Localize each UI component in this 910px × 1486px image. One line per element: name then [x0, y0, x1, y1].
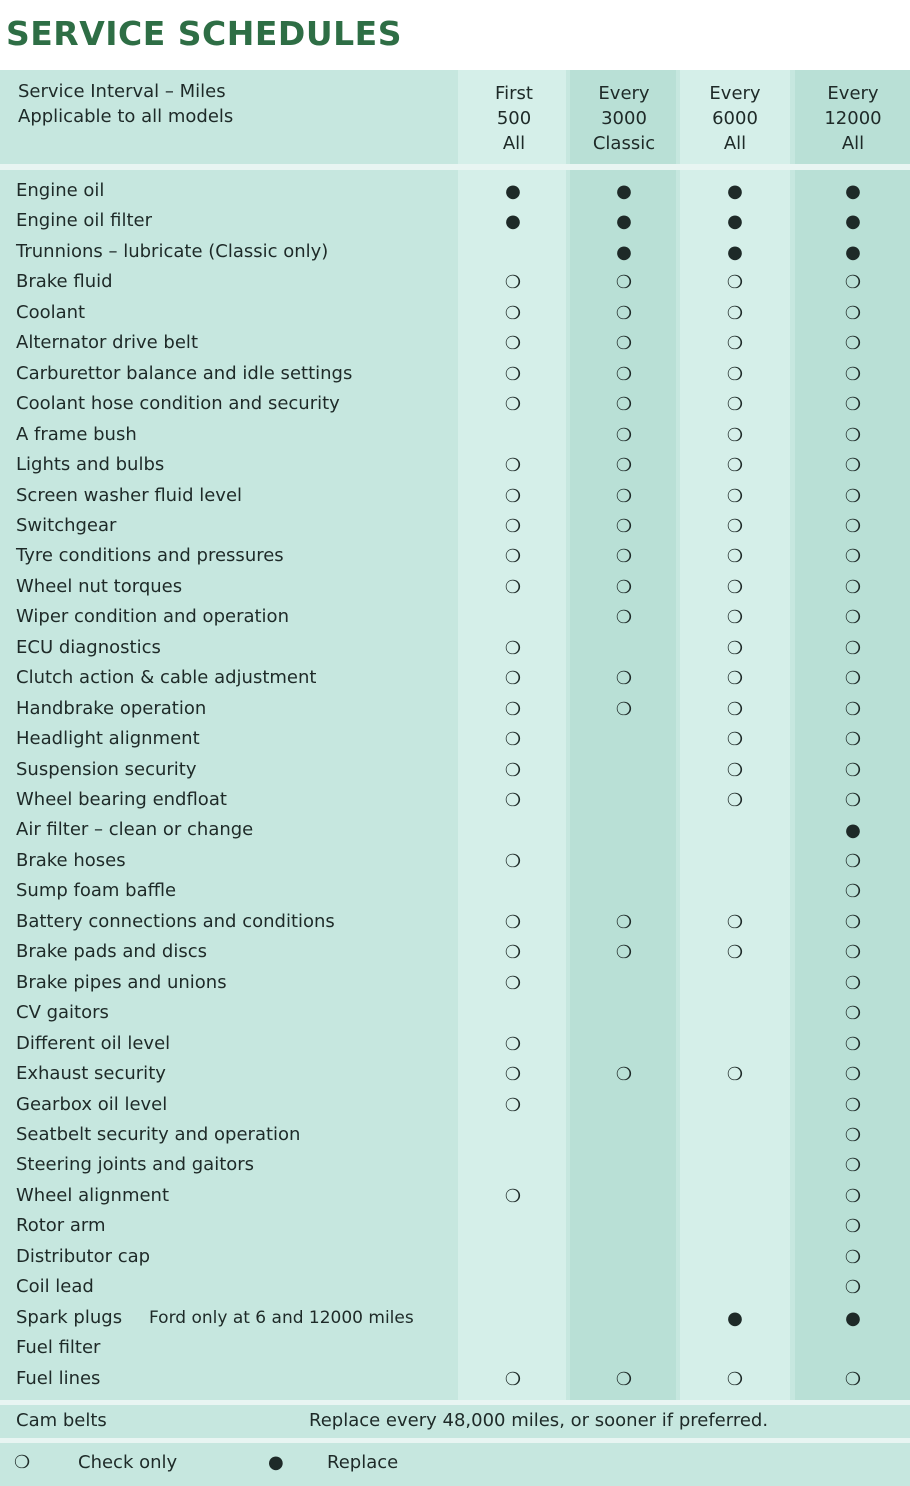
column-header-every-6000 — [680, 81, 790, 156]
column-header-line: First — [495, 83, 533, 104]
check-only-icon: ❍ — [726, 577, 744, 598]
check-only-icon: ❍ — [844, 851, 862, 872]
check-only-icon: ❍ — [844, 1277, 862, 1298]
row-label: Different oil level — [16, 1033, 171, 1054]
check-only-icon: ❍ — [844, 303, 862, 324]
check-only-icon: ❍ — [615, 364, 633, 385]
check-only-icon: ❍ — [844, 912, 862, 933]
check-only-icon: ❍ — [504, 942, 522, 963]
row-label: Gearbox oil level — [16, 1094, 168, 1115]
check-only-icon: ❍ — [726, 729, 744, 750]
check-only-icon: ❍ — [844, 486, 862, 507]
column-header-line: Every — [598, 83, 650, 104]
replace-icon: ● — [845, 181, 861, 202]
row-label: Brake pipes and unions — [16, 972, 227, 993]
check-only-icon: ❍ — [504, 546, 522, 567]
check-only-icon: ❍ — [504, 912, 522, 933]
row-label: Suspension security — [16, 759, 197, 780]
check-only-icon: ❍ — [504, 729, 522, 750]
row-label: Wheel alignment — [16, 1185, 170, 1206]
column-header-line: 500 — [496, 108, 532, 129]
check-only-icon: ❍ — [844, 546, 862, 567]
column-header-first-500 — [459, 81, 569, 156]
check-only-icon: ❍ — [504, 486, 522, 507]
column-header-line: Every — [709, 83, 761, 104]
replace-icon: ● — [845, 211, 861, 232]
check-only-icon: ❍ — [726, 699, 744, 720]
check-only-icon: ❍ — [726, 546, 744, 567]
column-header-every-3000 — [569, 81, 679, 156]
column-header-line: Every — [827, 83, 879, 104]
check-only-icon: ❍ — [504, 455, 522, 476]
check-only-icon: ❍ — [504, 1369, 522, 1390]
header-separator — [0, 164, 910, 170]
check-only-icon: ❍ — [726, 760, 744, 781]
row-label: CV gaitors — [16, 1002, 109, 1023]
check-only-icon: ❍ — [615, 912, 633, 933]
check-only-icon: ❍ — [615, 577, 633, 598]
check-only-icon: ❍ — [504, 851, 522, 872]
row-label: Distributor cap — [16, 1246, 151, 1267]
row-label: Trunnions – lubricate (Classic only) — [16, 241, 329, 262]
row-label: Brake fluid — [16, 271, 113, 292]
check-only-icon: ❍ — [504, 516, 522, 537]
check-only-icon: ❍ — [504, 1034, 522, 1055]
check-only-icon: ❍ — [504, 1186, 522, 1207]
check-only-icon: ❍ — [844, 1125, 862, 1146]
row-label: Lights and bulbs — [16, 454, 165, 475]
column-band-every-3000 — [570, 70, 676, 1403]
check-only-icon: ❍ — [844, 1064, 862, 1085]
replace-icon: ● — [727, 181, 743, 202]
check-only-icon: ❍ — [615, 394, 633, 415]
check-only-label: Check only — [78, 1452, 178, 1473]
check-only-icon: ❍ — [844, 1247, 862, 1268]
check-only-icon: ❍ — [504, 760, 522, 781]
check-only-icon: ❍ — [844, 1186, 862, 1207]
check-only-icon: ❍ — [504, 272, 522, 293]
replace-icon: ● — [845, 820, 861, 841]
check-only-icon: ❍ — [615, 668, 633, 689]
check-only-icon: ❍ — [726, 790, 744, 811]
row-label: Coolant hose condition and security — [16, 393, 340, 414]
check-only-icon: ❍ — [844, 577, 862, 598]
check-only-icon: ❍ — [844, 973, 862, 994]
body-separator — [0, 1400, 910, 1405]
replace-icon: ● — [616, 211, 632, 232]
row-label: Seatbelt security and operation — [16, 1124, 301, 1145]
replace-icon: ● — [616, 181, 632, 202]
check-only-icon: ❍ — [615, 272, 633, 293]
check-only-icon: ❍ — [726, 333, 744, 354]
column-header-line: All — [723, 133, 747, 154]
header-interval-label: Service Interval – Miles — [18, 81, 226, 102]
check-only-icon: ❍ — [615, 333, 633, 354]
check-only-icon: ❍ — [844, 881, 862, 902]
row-label: Carburettor balance and idle settings — [16, 363, 353, 384]
check-only-icon: ❍ — [726, 272, 744, 293]
check-only-icon: ❍ — [844, 760, 862, 781]
row-label: Wheel nut torques — [16, 576, 183, 597]
replace-icon: ● — [268, 1452, 284, 1473]
check-only-icon: ❍ — [726, 638, 744, 659]
replace-icon: ● — [505, 181, 521, 202]
row-label: Wiper condition and operation — [16, 606, 289, 627]
check-only-icon: ❍ — [844, 394, 862, 415]
column-header-line: 6000 — [712, 108, 758, 129]
row-label: Headlight alignment — [16, 728, 200, 749]
check-only-icon: ❍ — [726, 1369, 744, 1390]
check-only-icon: ❍ — [615, 303, 633, 324]
row-label: Screen washer fluid level — [16, 485, 243, 506]
cam-belts-text: Replace every 48,000 miles, or sooner if preferred. — [309, 1410, 769, 1431]
check-only-icon: ❍ — [504, 638, 522, 659]
column-header-line: All — [841, 133, 865, 154]
check-only-icon: ❍ — [615, 486, 633, 507]
row-label: Alternator drive belt — [16, 332, 198, 353]
check-only-icon: ❍ — [615, 425, 633, 446]
check-only-icon: ❍ — [844, 607, 862, 628]
row-label: Air filter – clean or change — [16, 819, 254, 840]
page-title: SERVICE SCHEDULES — [6, 14, 402, 53]
row-label: A frame bush — [16, 424, 137, 445]
row-label: Clutch action & cable adjustment — [16, 667, 317, 688]
row-label: Engine oil — [16, 180, 105, 201]
check-only-icon: ❍ — [844, 1155, 862, 1176]
replace-icon: ● — [616, 242, 632, 263]
check-only-icon: ❍ — [504, 394, 522, 415]
replace-icon: ● — [727, 211, 743, 232]
column-header-line: 12000 — [824, 108, 882, 129]
check-only-icon: ❍ — [726, 303, 744, 324]
check-only-icon: ❍ — [844, 790, 862, 811]
check-only-icon: ❍ — [726, 486, 744, 507]
replace-icon: ● — [845, 242, 861, 263]
check-only-icon: ❍ — [844, 1216, 862, 1237]
check-only-icon: ❍ — [504, 790, 522, 811]
row-note: Ford only at 6 and 12000 miles — [149, 1308, 414, 1328]
replace-icon: ● — [845, 1308, 861, 1329]
check-only-icon: ❍ — [844, 1034, 862, 1055]
cam-belts-label: Cam belts — [16, 1410, 107, 1431]
replace-icon: ● — [727, 242, 743, 263]
row-label: ECU diagnostics — [16, 637, 161, 658]
check-only-icon: ❍ — [615, 1369, 633, 1390]
check-only-icon: ❍ — [844, 942, 862, 963]
check-only-icon: ❍ — [615, 546, 633, 567]
check-only-icon: ❍ — [844, 516, 862, 537]
check-only-icon: ❍ — [726, 394, 744, 415]
check-only-icon: ❍ — [844, 455, 862, 476]
row-label: Fuel lines — [16, 1368, 101, 1389]
check-only-icon: ❍ — [615, 516, 633, 537]
row-label: Engine oil filter — [16, 210, 153, 231]
check-only-icon: ❍ — [726, 455, 744, 476]
row-label: Exhaust security — [16, 1063, 166, 1084]
check-only-icon: ❍ — [844, 638, 862, 659]
row-label: Switchgear — [16, 515, 117, 536]
check-only-icon: ❍ — [504, 1095, 522, 1116]
check-only-icon: ❍ — [504, 1064, 522, 1085]
check-only-icon: ❍ — [726, 668, 744, 689]
replace-icon: ● — [727, 1308, 743, 1329]
check-only-icon: ❍ — [615, 607, 633, 628]
row-label: Coolant — [16, 302, 86, 323]
check-only-icon: ❍ — [726, 364, 744, 385]
row-label: Spark plugs — [16, 1307, 123, 1328]
check-only-icon: ❍ — [504, 364, 522, 385]
replace-label: Replace — [327, 1452, 399, 1473]
row-label: Battery connections and conditions — [16, 911, 335, 932]
check-only-icon: ❍ — [504, 668, 522, 689]
check-only-icon: ❍ — [844, 333, 862, 354]
check-only-icon: ❍ — [726, 516, 744, 537]
footer-separator — [0, 1438, 910, 1443]
replace-icon: ● — [505, 211, 521, 232]
check-only-icon: ❍ — [844, 272, 862, 293]
check-only-icon: ❍ — [615, 455, 633, 476]
check-only-icon: ❍ — [726, 425, 744, 446]
check-only-icon: ❍ — [615, 1064, 633, 1085]
check-only-icon: ❍ — [504, 577, 522, 598]
row-label: Handbrake operation — [16, 698, 207, 719]
row-label: Brake hoses — [16, 850, 126, 871]
header-left — [18, 79, 233, 129]
row-label: Sump foam baffle — [16, 880, 177, 901]
check-only-icon: ❍ — [844, 729, 862, 750]
check-only-icon: ❍ — [844, 364, 862, 385]
row-label: Wheel bearing endfloat — [16, 789, 227, 810]
check-only-icon: ❍ — [14, 1452, 31, 1473]
row-label: Brake pads and discs — [16, 941, 208, 962]
check-only-icon: ❍ — [844, 1095, 862, 1116]
row-label: Steering joints and gaitors — [16, 1154, 255, 1175]
check-only-icon: ❍ — [504, 303, 522, 324]
check-only-icon: ❍ — [844, 425, 862, 446]
check-only-icon: ❍ — [615, 699, 633, 720]
check-only-icon: ❍ — [504, 333, 522, 354]
header-models-label: Applicable to all models — [18, 106, 234, 127]
check-only-icon: ❍ — [726, 1064, 744, 1085]
check-only-icon: ❍ — [504, 973, 522, 994]
column-header-line: Classic — [592, 133, 656, 154]
column-header-line: All — [502, 133, 526, 154]
row-label: Tyre conditions and pressures — [16, 545, 284, 566]
check-only-icon: ❍ — [844, 668, 862, 689]
check-only-icon: ❍ — [844, 1369, 862, 1390]
check-only-icon: ❍ — [615, 942, 633, 963]
row-label: Coil lead — [16, 1276, 94, 1297]
check-only-icon: ❍ — [844, 1003, 862, 1024]
check-only-icon: ❍ — [504, 699, 522, 720]
check-only-icon: ❍ — [726, 942, 744, 963]
check-only-icon: ❍ — [726, 607, 744, 628]
column-header-line: 3000 — [601, 108, 647, 129]
row-label: Fuel filter — [16, 1337, 101, 1358]
column-header-every-12000 — [798, 81, 908, 156]
check-only-icon: ❍ — [726, 912, 744, 933]
check-only-icon: ❍ — [844, 699, 862, 720]
row-label: Rotor arm — [16, 1215, 106, 1236]
